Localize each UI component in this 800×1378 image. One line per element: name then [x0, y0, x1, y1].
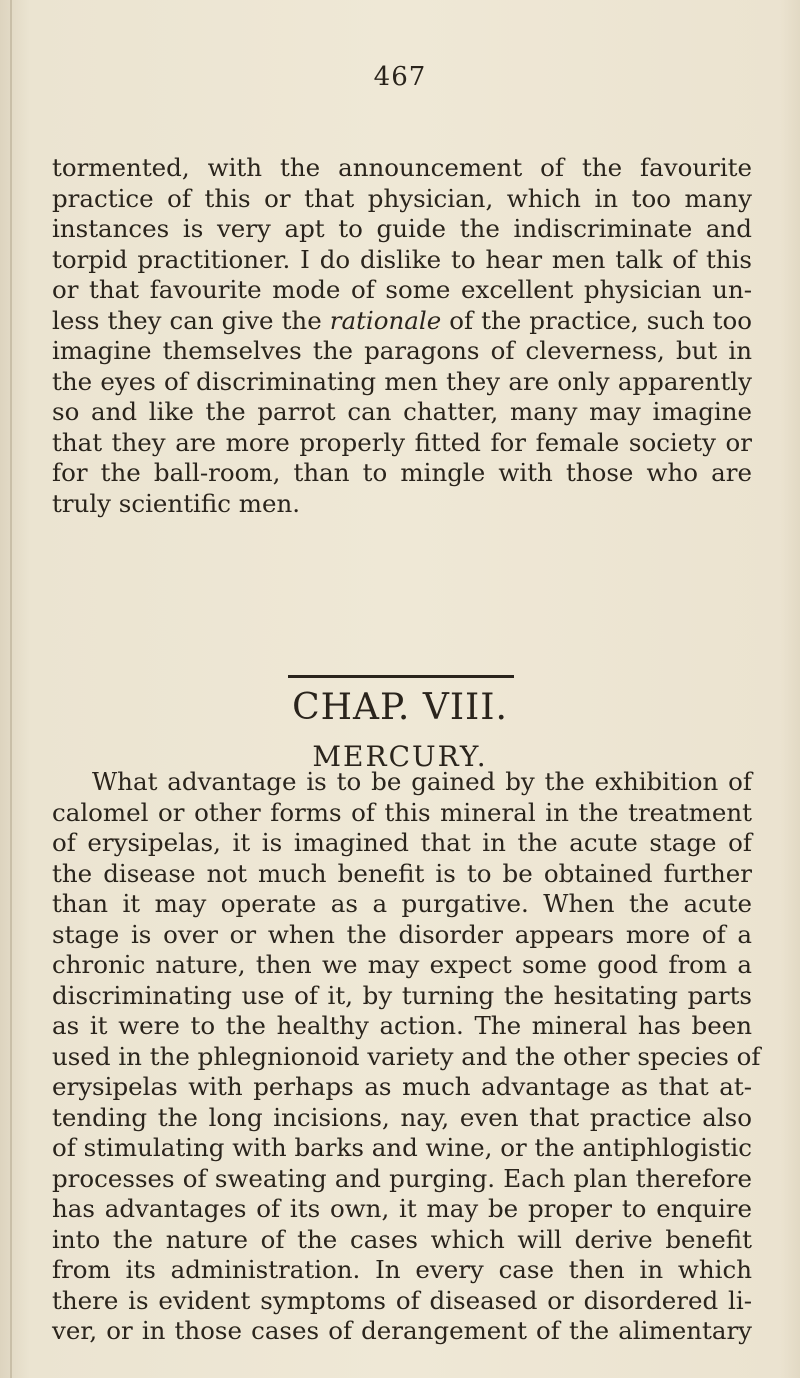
text-line: from its administration. In every case then in which — [52, 1255, 752, 1284]
text-line: of erysipelas, it is imagined that in the acute stage of — [52, 828, 752, 857]
text-line: tormented, with the announcement of the favourite — [52, 153, 752, 182]
page-number: 467 — [373, 62, 427, 92]
text-line: less they can give the rationale of the practice, such too — [52, 305, 752, 335]
text-line: the disease not much benefit is to be obtained further — [52, 858, 752, 888]
text-line: there is evident symptoms of diseased or disordered li- — [52, 1285, 752, 1315]
chapter-subtitle: MERCURY. — [312, 740, 488, 773]
text-line: used in the phlegnionoid variety and the other species of — [52, 1041, 761, 1071]
text-line: What advantage is to be gained by the exhibition of — [92, 767, 752, 796]
text-line: that they are more properly fitted for female society or — [52, 427, 752, 457]
emphasized-word: rationale — [329, 305, 442, 335]
text-line: instances is very apt to guide the indiscriminate and — [52, 214, 752, 243]
text-line: into the nature of the cases which will derive benefit — [52, 1224, 752, 1254]
bottom-paragraph — [52, 767, 761, 1347]
text-line: erysipelas with perhaps as much advantage as that at- — [52, 1072, 752, 1101]
text-line: practice of this or that physician, which in too many — [52, 183, 752, 213]
text-line: so and like the parrot can chatter, many may imagine — [52, 397, 752, 426]
text-line: the eyes of discriminating men they are only apparently — [52, 366, 752, 396]
text-line: calomel or other forms of this mineral in the treatment — [52, 797, 752, 827]
text-line: has advantages of its own, it may be proper to enquire — [52, 1194, 752, 1223]
text-line: processes of sweating and purging. Each plan therefore — [52, 1163, 752, 1193]
text-line: stage is over or when the disorder appears more of a — [52, 919, 752, 949]
text-line: of stimulating with barks and wine, or the antiphlogistic — [52, 1133, 752, 1162]
text-line: as it were to the healthy action. The mineral has been — [52, 1011, 752, 1040]
text-line: tending the long incisions, nay, even that practice also — [52, 1102, 752, 1132]
text-line: ver, or in those cases of derangement of the alimentary — [52, 1316, 752, 1345]
text-line: truly scientific men. — [52, 488, 301, 518]
text-line: torpid practitioner. I do dislike to hear men talk of this — [52, 244, 752, 274]
text-line: than it may operate as a purgative. When the acute — [52, 889, 752, 918]
text-line: chronic nature, then we may expect some good from a — [52, 950, 752, 979]
top-paragraph — [52, 153, 752, 519]
text-line: for the ball-room, than to mingle with those who are — [52, 458, 752, 487]
text-line: discriminating use of it, by turning the hesitating parts — [52, 980, 752, 1010]
section-divider — [288, 675, 514, 678]
text-line: imagine themselves the paragons of cleverness, but in — [52, 336, 752, 365]
chapter-title: CHAP. VIII. — [292, 687, 508, 728]
text-line: or that favourite mode of some excellent physician un- — [52, 275, 752, 304]
